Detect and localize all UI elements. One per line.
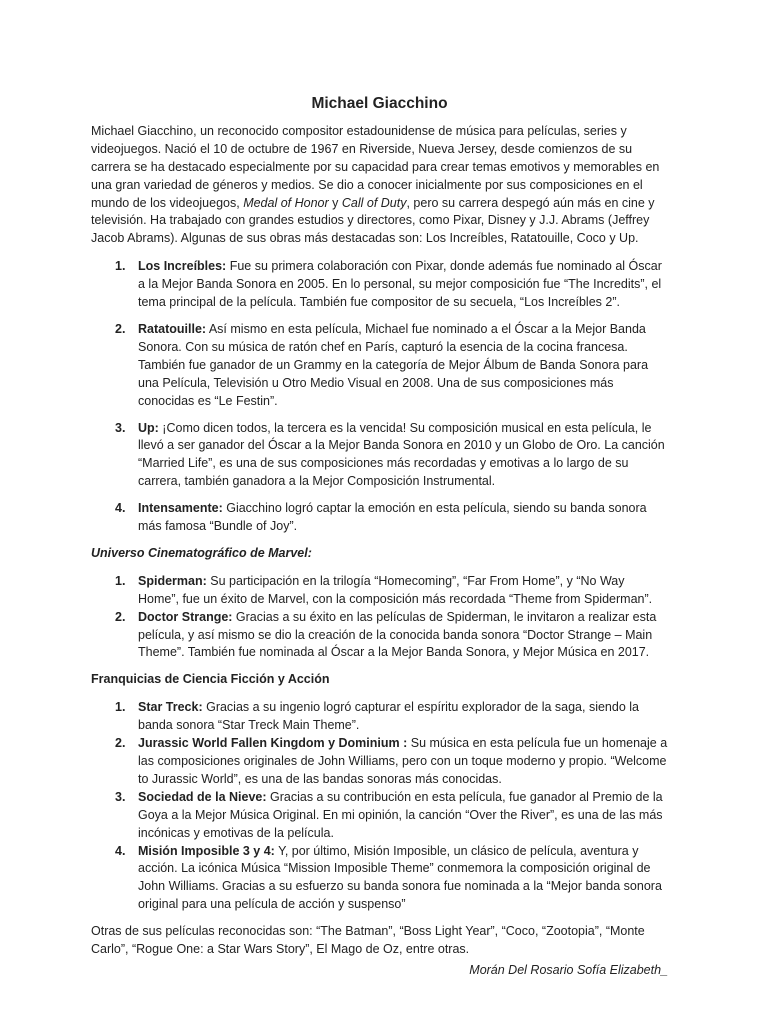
item-text: Así mismo en esta película, Michael fue nominado a el Óscar a la Mejor Banda Sonora. Con su música de ratón chef en París, capturó la esencia de la cocina francesa. También fue ganador de un Grammy en la categoría de Mejor Álbum de Banda Sonora para una Película, Televisión u Otro Medio Visual en 2008. Una de sus composiciones más conocidas es “Le Festin”.: [138, 321, 649, 408]
item-text: Giacchino logró captar la emoción en esta película, siendo su banda sonora más famosa “Bundle of Joy”.: [138, 501, 647, 534]
page-title: Michael Giacchino: [311, 95, 448, 112]
game-title-medal-of-honor: Medal of Honor: [243, 195, 329, 210]
list-item: [91, 699, 668, 735]
author-signature: Morán Del Rosario Sofía Elizabeth_: [469, 962, 668, 977]
item-text: Su participación en la trilogía “Homecoming”, “Far From Home”, y “No Way Home”, fue un éxito de Marvel, con la composición más recordada “Theme from Spiderman”.: [138, 573, 653, 606]
item-number: 2.: [115, 321, 126, 336]
scifi-films-list: [91, 699, 668, 914]
item-title: Doctor Strange:: [138, 609, 233, 624]
item-text: Y, por último, Misión Imposible, un clásico de película, aventura y acción. La icónica Música “Mission Imposible Theme” conmemora la composición original de John Williams. Gracias a su esfuerzo su banda sonora fue nominada a la “Mejor banda sonora original para una película de acción y suspenso”: [138, 843, 662, 912]
intro-text-1: Michael Giacchino, un reconocido compositor estadounidense de música para películas, series y videojuegos. Nació el 10 de octubre de 1967 en Riverside, Nueva Jersey, desde comienzos de su carrera se ha destacado especialmente por su capacidad para crear temas emotivos y memorables en una gran variedad de géneros y medios. Se dio a conocer inicialmente por sus composiciones en el mundo de los videojuegos,: [91, 123, 660, 210]
item-title: Up:: [138, 420, 159, 435]
item-title: Intensamente:: [138, 501, 223, 516]
list-item: [91, 321, 668, 411]
list-item: [91, 609, 668, 663]
item-title: Misión Imposible 3 y 4:: [138, 843, 275, 858]
item-number: 1.: [115, 700, 126, 715]
list-item: [91, 500, 668, 536]
list-item: [91, 258, 668, 312]
list-item: [91, 843, 668, 915]
item-number: 4.: [115, 843, 126, 858]
item-number: 3.: [115, 420, 126, 435]
list-item: [91, 573, 668, 609]
document-page: [91, 95, 668, 980]
item-text: Su música en esta película fue un homenaje a las composiciones originales de John Williams, pero con un toque moderno y propio. “Welcome to Jurassic World”, es una de las bandas sonoras más conocidas.: [138, 736, 668, 786]
game-title-call-of-duty: Call of Duty: [341, 195, 407, 210]
marvel-heading: Universo Cinematográfico de Marvel:: [91, 545, 312, 560]
item-text: Gracias a su ingenio logró capturar el espíritu explorador de la saga, siendo la banda sonora “Star Treck Main Theme”.: [138, 700, 639, 733]
item-number: 1.: [115, 573, 126, 588]
list-item: [91, 420, 668, 492]
item-text: Gracias a su éxito en las películas de Spiderman, le invitaron a realizar esta película, y así mismo se dio la creación de la conocida banda sonora “Doctor Strange – Main Theme”. También fue nominada al Óscar a la Mejor Banda Sonora, y Mejor Música en 2017.: [138, 609, 657, 660]
item-number: 2.: [115, 736, 126, 751]
list-item: [91, 789, 668, 843]
item-number: 4.: [115, 501, 126, 516]
item-text: ¡Como dicen todos, la tercera es la vencida! Su composición musical en esta película, le llevó a ser ganador del Óscar a la Mejor Banda Sonora en 2010 y un Globo de Oro. La canción “Married Life”, es una de sus composiciones más recordadas y emotivas a lo largo de su carrera, también ganadora a la Mejor Composición Instrumental.: [138, 420, 665, 489]
item-title: Spiderman:: [138, 573, 207, 588]
item-title: Sociedad de la Nieve:: [138, 789, 267, 804]
item-text: Gracias a su contribución en esta película, fue ganador al Premio de la Goya a la Mejor Música Original. En mi opinión, la canción “Over the River”, es una de las más incónicas y emotivas de la película.: [138, 789, 663, 840]
intro-paragraph: [91, 123, 668, 248]
pixar-films-list: [91, 258, 668, 536]
intro-text-2: , pero su carrera despegó aún más en cine y televisión. Ha trabajado con grandes estudios y directores, como Pixar, Disney y J.J. Abrams (Jeffrey Jacob Abrams). Algunas de sus obras más destacadas son: Los Increíbles, Ratatouille, Coco y Up.: [91, 195, 655, 246]
scifi-heading: Franquicias de Ciencia Ficción y Acción: [91, 672, 330, 687]
item-number: 2.: [115, 609, 126, 624]
list-item: [91, 735, 668, 789]
outro-paragraph: Otras de sus películas reconocidas son: “The Batman”, “Boss Light Year”, “Coco, “Zootopia”, “Monte Carlo”, “Rogue One: a Star Wars Story”, El Mago de Oz, entre otras.: [91, 924, 645, 957]
item-title: Jurassic World Fallen Kingdom y Dominium :: [138, 736, 408, 751]
item-number: 1.: [115, 259, 126, 274]
item-text: Fue su primera colaboración con Pixar, donde además fue nominado al Óscar a la Mejor Banda Sonora en 2005. En lo personal, su mejor composición fue “The Incredits”, el tema principal de la película. También fue compositor de su secuela, “Los Increíbles 2”.: [138, 259, 662, 310]
item-title: Star Treck:: [138, 700, 203, 715]
item-title: Ratatouille:: [138, 321, 207, 336]
item-number: 3.: [115, 789, 126, 804]
marvel-films-list: [91, 573, 668, 663]
intro-conjunction: y: [328, 195, 342, 210]
item-title: Los Increíbles:: [138, 259, 227, 274]
